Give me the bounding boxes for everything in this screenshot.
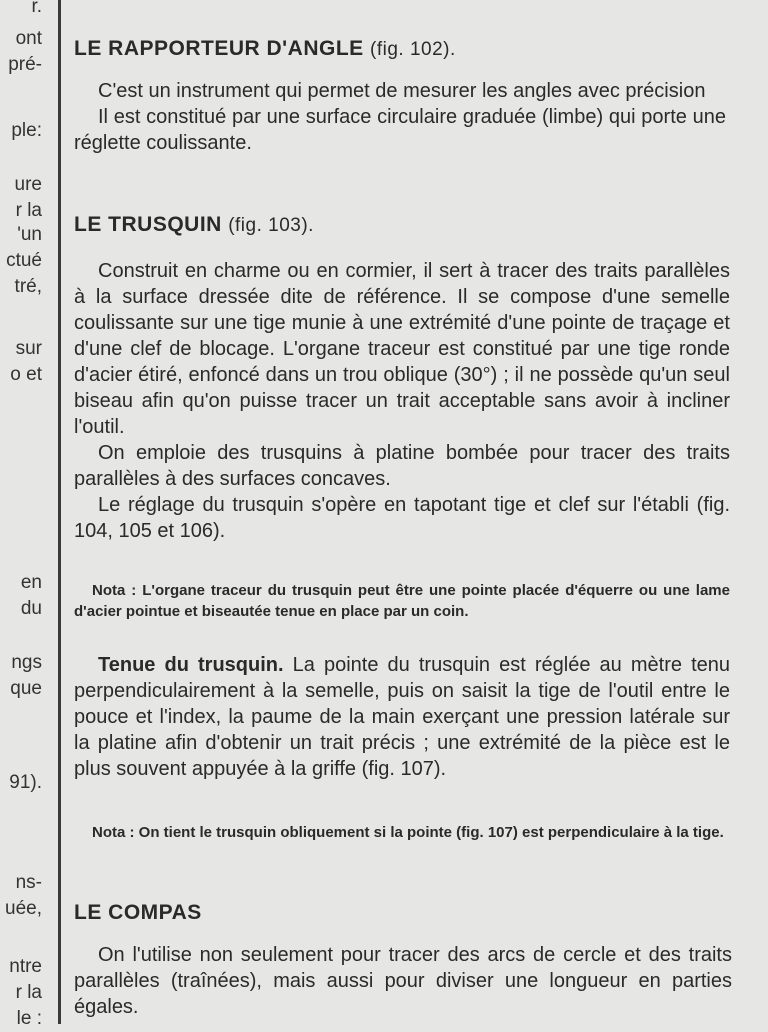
left-fragment: r la — [15, 982, 42, 1003]
left-fragment: ntre — [9, 956, 42, 977]
column-divider — [58, 0, 61, 1024]
left-fragment: en — [20, 572, 42, 593]
left-fragment: ctué — [6, 250, 42, 271]
paragraph: Il est constitué par une surface circulaire graduée (limbe) qui porte une réglette coulissante. — [74, 106, 726, 154]
left-fragment: r la — [15, 200, 42, 221]
left-fragment: que — [10, 678, 42, 699]
trusquin-body — [74, 258, 730, 544]
nota-2 — [74, 822, 730, 843]
paragraph: On l'utilise non seulement pour tracer des arcs de cercle et des traits parallèles (traînées), mais aussi pour diviser une longueur en parties égales. — [74, 944, 732, 1018]
left-column-fragments — [0, 0, 48, 1029]
nota-text: Nota : L'organe traceur du trusquin peut être une pointe placée d'équerre ou une lame d'acier pointue et biseautée tenue en place par un coin. — [74, 582, 730, 620]
left-fragment: uée, — [5, 898, 42, 919]
compas-body — [74, 942, 732, 1020]
tenue-title: Tenue du trusquin. — [98, 654, 284, 676]
left-fragment: r. — [31, 0, 42, 17]
left-fragment: du — [20, 598, 42, 619]
left-fragment: sur — [15, 338, 42, 359]
left-fragment: tré, — [14, 276, 42, 297]
paragraph: Le réglage du trusquin s'opère en tapotant tige et clef sur l'établi (fig. 104, 105 et 106). — [74, 494, 730, 542]
paragraph: Construit en charme ou en cormier, il sert à tracer des traits parallèles à la surface dressée dite de référence. Il se compose d'une semelle coulissante sur une tige munie à une extrémité d'une pointe de traçage et d'une clef de blocage. L'organe traceur est constitué par une tige ronde d'acier étiré, enfoncé dans un trou oblique (30°) ; il ne possède qu'un seul biseau afin qu'on puisse tracer un trait acceptable sans avoir à incliner l'outil. — [74, 260, 730, 438]
left-fragment: pré- — [8, 54, 42, 75]
nota-text: Nota : On tient le trusquin obliquement si la pointe (fig. 107) est perpendiculaire à la tige. — [92, 824, 724, 841]
left-fragment: 91). — [9, 772, 42, 793]
section-heading-trusquin — [74, 212, 314, 239]
left-fragment: le : — [16, 1008, 42, 1029]
paragraph: C'est un instrument qui permet de mesurer les angles avec précision — [98, 80, 706, 102]
rapporteur-body — [74, 78, 726, 156]
left-fragment: ple: — [11, 120, 42, 141]
heading-title: LE RAPPORTEUR D'ANGLE — [74, 37, 364, 60]
nota-1 — [74, 580, 730, 622]
left-fragment: ure — [14, 174, 42, 195]
heading-title: LE COMPAS — [74, 901, 202, 924]
heading-fig-ref: (fig. 102). — [370, 39, 456, 60]
left-fragment: ns- — [15, 872, 42, 893]
left-fragment: 'un — [17, 224, 42, 245]
left-fragment: ont — [15, 28, 42, 49]
section-heading-compas — [74, 900, 202, 926]
heading-title: LE TRUSQUIN — [74, 213, 222, 236]
heading-fig-ref: (fig. 103). — [228, 215, 314, 236]
left-fragment: ngs — [11, 652, 42, 673]
section-heading-rapporteur — [74, 36, 456, 63]
paragraph: On emploie des trusquins à platine bombée pour tracer des traits parallèles à des surfaces concaves. — [74, 442, 730, 490]
tenue-paragraph — [74, 652, 730, 782]
tenue-text: La pointe du trusquin est réglée au mètre tenu perpendiculairement à la semelle, puis on saisit la tige de l'outil entre le pouce et l'index, la paume de la main exerçant une pression latérale sur la platine afin d'obtenir un trait précis ; une extrémité de la pièce est le plus souvent appuyée à la griffe (fig. 107). — [74, 654, 730, 780]
left-fragment: o et — [10, 364, 42, 385]
